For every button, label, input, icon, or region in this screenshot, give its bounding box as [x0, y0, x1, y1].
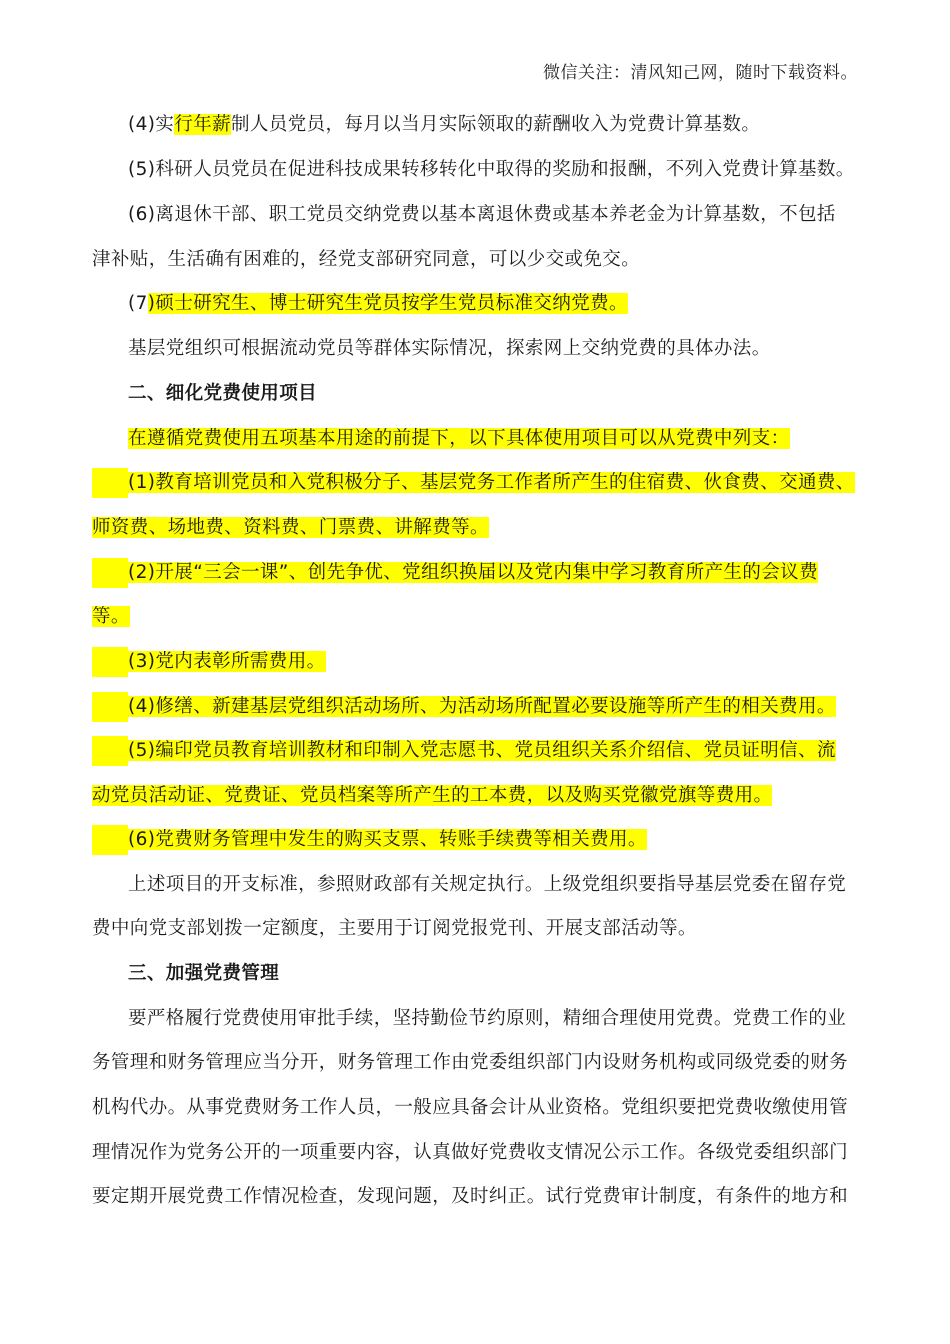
- section-heading-3: 三、加强党费管理: [128, 963, 280, 984]
- header-note: 微信关注：清风知己网，随时下载资料。: [543, 63, 858, 83]
- use-item-1-line-1: [92, 468, 855, 498]
- management-line-1: 要严格履行党费使用审批手续，坚持勤俭节约原则，精细合理使用党费。党费工作的业: [128, 1008, 847, 1029]
- summary-line-2: 费中向党支部划拨一定额度，主要用于订阅党报党刊、开展支部活动等。: [92, 918, 697, 939]
- text-run: (7: [128, 293, 148, 314]
- management-line-4: 理情况作为党务公开的一项重要内容，认真做好党费收支情况公示工作。各级党委组织部门: [92, 1142, 849, 1163]
- highlighted-run: 动党员活动证、党费证、党员档案等所产生的工本费，以及购买党徽党旗等费用。: [92, 785, 773, 806]
- highlighted-run: 师资费、场地费、资料费、门票费、讲解费等。: [92, 517, 489, 538]
- highlighted-run: 等。: [92, 606, 130, 627]
- highlighted-run: (5)编印党员教育培训教材和印制入党志愿书、党员组织关系介绍信、党员证明信、流: [128, 740, 836, 761]
- highlight-indent: [92, 558, 128, 588]
- paragraph-item-4: [128, 110, 760, 140]
- highlight-indent: [92, 647, 128, 677]
- management-line-2: 务管理和财务管理应当分开，财务管理工作由党委组织部门内设财务机构或同级党委的财务: [92, 1052, 849, 1073]
- use-item-2-line-1: [92, 558, 818, 588]
- highlighted-run: (2)开展“三会一课”、创先争优、党组织换届以及党内集中学习教育所产生的会议费: [128, 562, 818, 583]
- paragraph-item-5: (5)科研人员党员在促进科技成果转移转化中取得的奖励和报酬，不列入党费计算基数。: [128, 159, 855, 180]
- text-run: (4)实: [128, 114, 175, 135]
- use-item-2-line-2: [92, 602, 130, 632]
- use-item-4: [92, 692, 836, 722]
- highlight-indent: [92, 736, 128, 766]
- use-item-3: [92, 647, 326, 677]
- paragraph-online-payment: 基层党组织可根据流动党员等群体实际情况，探索网上交纳党费的具体办法。: [128, 338, 771, 359]
- text-run: 制人员党员，每月以当月实际领取的薪酬收入为党费计算基数。: [231, 114, 761, 135]
- management-line-5: 要定期开展党费工作情况检查，发现问题，及时纠正。试行党费审计制度，有条件的地方和: [92, 1186, 849, 1207]
- section-2-intro: [128, 424, 790, 454]
- use-item-1-line-2: [92, 513, 489, 543]
- highlighted-run: (1)教育培训党员和入党积极分子、基层党务工作者所产生的住宿费、伙食费、交通费、: [128, 472, 855, 493]
- paragraph-item-6-line-2: 津补贴，生活确有困难的，经党支部研究同意，可以少交或免交。: [92, 249, 641, 270]
- highlighted-run: 在遵循党费使用五项基本用途的前提下，以下具体使用项目可以从党费中列支：: [128, 428, 790, 449]
- highlighted-run: (4)修缮、新建基层党组织活动场所、为活动场所配置必要设施等所产生的相关费用。: [128, 696, 836, 717]
- highlighted-run: (3)党内表彰所需费用。: [128, 651, 326, 672]
- highlight-indent: [92, 825, 128, 855]
- management-line-3: 机构代办。从事党费财务工作人员，一般应具备会计从业资格。党组织要把党费收缴使用管: [92, 1097, 849, 1118]
- summary-line-1: 上述项目的开支标准，参照财政部有关规定执行。上级党组织要指导基层党委在留存党: [128, 874, 847, 895]
- highlighted-run: )硕士研究生、博士研究生党员按学生党员标准交纳党费。: [147, 293, 628, 314]
- use-item-6: [92, 825, 647, 855]
- highlighted-run: (6)党费财务管理中发生的购买支票、转账手续费等相关费用。: [128, 829, 647, 850]
- paragraph-item-7: [128, 289, 628, 319]
- section-heading-2: 二、细化党费使用项目: [128, 383, 318, 404]
- paragraph-item-6-line-1: (6)离退休干部、职工党员交纳党费以基本离退休费或基本养老金为计算基数，不包括: [128, 204, 836, 225]
- use-item-5-line-2: [92, 781, 772, 811]
- highlight-indent: [92, 692, 128, 722]
- highlight-indent: [92, 468, 128, 498]
- highlighted-run: 行年薪: [174, 114, 232, 135]
- use-item-5-line-1: [92, 736, 836, 766]
